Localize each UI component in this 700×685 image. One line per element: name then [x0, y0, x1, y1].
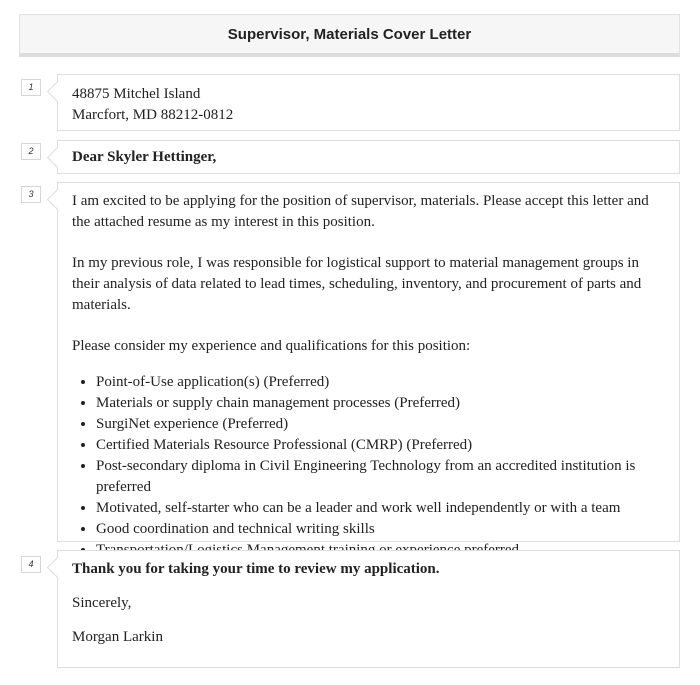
list-item: • SurgiNet experience (Preferred)	[96, 414, 665, 435]
list-item: • Good coordination and technical writing skills	[96, 519, 665, 540]
list-item: • Post-secondary diploma in Civil Engineering Technology from an accredited institution is preferred	[96, 456, 665, 498]
section-number: 3	[21, 186, 41, 203]
list-item: • Materials or supply chain management processes (Preferred)	[96, 393, 665, 414]
qualifications-list	[72, 372, 665, 561]
closing-salutation: Sincerely,	[72, 595, 132, 611]
signature-name: Morgan Larkin	[72, 629, 163, 645]
body-paragraph-1: I am excited to be applying for the position of supervisor, materials. Please accept this letter and the attached resume as my interest in this position.	[72, 193, 649, 230]
section-number: 4	[21, 556, 41, 573]
closing-block	[57, 550, 680, 668]
address-block	[57, 74, 680, 131]
greeting-block	[57, 140, 680, 174]
section-number: 1	[21, 79, 41, 96]
list-item: • Point-of-Use application(s) (Preferred)	[96, 372, 665, 393]
section-number: 2	[21, 143, 41, 160]
address-line-1: 48875 Mitchel Island	[72, 86, 201, 102]
page-title: Supervisor, Materials Cover Letter	[227, 25, 472, 43]
body-paragraph-3: Please consider my experience and qualifications for this position:	[72, 338, 471, 354]
greeting: Dear Skyler Hettinger,	[72, 149, 217, 165]
body-block	[57, 182, 680, 542]
list-item: • Certified Materials Resource Professional (CMRP) (Preferred)	[96, 435, 665, 456]
address-line-2: Marcfort, MD 88212-0812	[72, 107, 234, 123]
page-header	[19, 14, 680, 57]
body-paragraph-2: In my previous role, I was responsible for logistical support to material management groups in their analysis of data related to lead times, scheduling, inventory, and procurement of parts and materials.	[72, 255, 642, 313]
list-item: • Motivated, self-starter who can be a leader and work well independently or with a team	[96, 498, 665, 519]
thank-you-line: Thank you for taking your time to review my application.	[72, 561, 440, 577]
